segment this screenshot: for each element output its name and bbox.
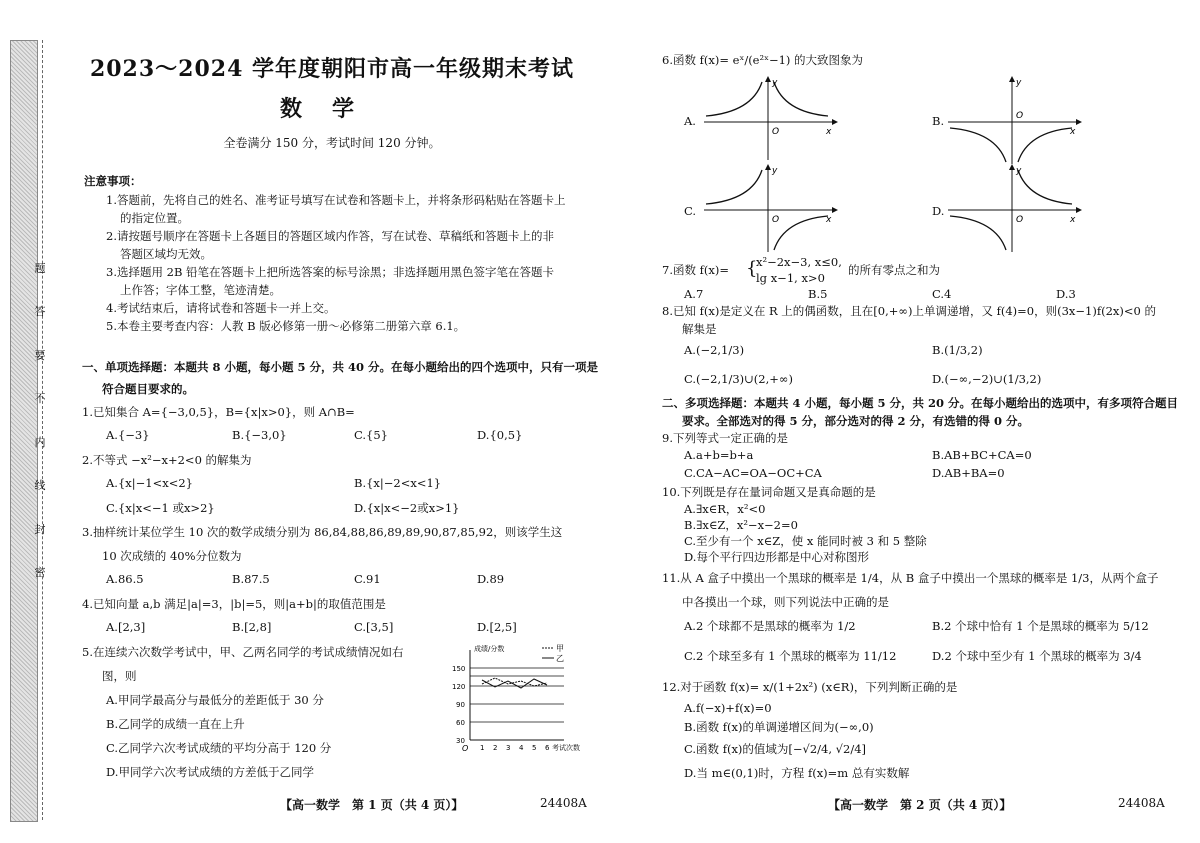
q6-origin: O [772, 127, 780, 137]
note-line: 的指定位置。 [120, 211, 189, 225]
q6-graph-a [702, 76, 842, 162]
binding-char: 封 [34, 522, 46, 536]
series-yi-line [482, 679, 547, 688]
q7-option-c: C.4 [932, 287, 952, 301]
q5-option-d: D.甲同学六次考试成绩的方差低于乙同学 [106, 765, 314, 779]
q10-option-a: A.∃x∈R，x²<0 [684, 502, 766, 516]
page-1 [62, 0, 602, 843]
binding-char: 答 [34, 305, 46, 319]
q4-option-a: A.[2,3] [106, 620, 146, 634]
q10-stem: 10.下列既是存在量词命题又是真命题的是 [662, 485, 876, 499]
q10-option-b: B.∃x∈Z，x²−x−2=0 [684, 518, 798, 532]
q6-stem: 6.函数 f(x)= eˣ/(e²ˣ−1) 的大致图象为 [662, 53, 864, 67]
q7-brace: { [746, 258, 758, 279]
q12-option-b: B.函数 f(x)的单调递增区间为(−∞,0) [684, 720, 874, 734]
q1-option-a: A.{−3} [106, 428, 150, 442]
footer-page-2: 【高一数学 第 2 页（共 4 页）】 [828, 798, 1012, 812]
q1-option-c: C.{5} [354, 428, 388, 442]
q8-option-b: B.(1/3,2) [932, 343, 983, 357]
note-line: 4.考试结束后，请将试卷和答题卡一并上交。 [106, 301, 336, 315]
svg-text:x: x [1070, 127, 1076, 137]
binding-char: 不 [34, 392, 46, 406]
q7-option-d: D.3 [1056, 287, 1076, 301]
footer-page-1: 【高一数学 第 1 页（共 4 页）】 [280, 798, 464, 812]
q1-option-b: B.{−3,0} [232, 428, 287, 442]
q5-stem: 5.在连续六次数学考试中，甲、乙两名同学的考试成绩情况如右 [82, 645, 404, 659]
binding-notice [30, 260, 50, 580]
q2-stem: 2.不等式 −x²−x+2<0 的解集为 [82, 453, 252, 467]
svg-text:x: x [1070, 215, 1076, 225]
q11-stem: 11.从 A 盒子中摸出一个黑球的概率是 1/4，从 B 盒子中摸出一个黑球的概率是 1/3，从两个盒子 [662, 571, 1159, 585]
binding-char: 要 [34, 348, 46, 362]
q5-xtick: 1 [480, 744, 485, 752]
binding-char: 线 [34, 479, 46, 493]
q9-option-a: A.a+b=b+a [684, 448, 754, 462]
q3-option-d: D.89 [477, 572, 505, 586]
q1-option-d: D.{0,5} [477, 428, 523, 442]
note-line: 5.本卷主要考查内容：人教 B 版必修第一册～必修第二册第六章 6.1。 [106, 319, 466, 333]
q5-ytick: 150 [452, 665, 466, 673]
q8-stem-cont: 解集是 [682, 322, 717, 336]
footer-code-1: 24408A [540, 796, 587, 810]
svg-text:O: O [1016, 111, 1024, 121]
q5-ytick: 90 [456, 701, 465, 709]
q5-ytick: 120 [452, 683, 466, 691]
q3-option-a: A.86.5 [106, 572, 144, 586]
q12-option-d: D.当 m∈(0,1)时，方程 f(x)=m 总有实数解 [684, 766, 910, 780]
q1-stem: 1.已知集合 A={−3,0,5}，B={x|x>0}，则 A∩B= [82, 405, 355, 419]
q7-option-b: B.5 [808, 287, 828, 301]
score-info: 全卷满分 150 分，考试时间 120 分钟。 [223, 136, 441, 150]
q12-option-a: A.f(−x)+f(x)=0 [684, 701, 772, 715]
q3-stem-cont: 10 次成绩的 40%分位数为 [102, 549, 242, 563]
q2-option-a: A.{x|−1<x<2} [106, 476, 193, 490]
section2-heading: 二、多项选择题：本题共 4 小题，每小题 5 分，共 20 分。在每小题给出的选项中，有多项符合题目 [662, 396, 1179, 410]
q5-chart-xlabel: 考试次数 [552, 744, 580, 752]
q8-option-d: D.(−∞,−2)∪(1/3,2) [932, 372, 1042, 386]
q7-stem-cont: 的所有零点之和为 [848, 263, 940, 277]
q5-option-b: B.乙同学的成绩一直在上升 [106, 717, 245, 731]
q5-score-chart [448, 640, 598, 755]
q3-option-c: C.91 [354, 572, 381, 586]
q6-label-a: A. [684, 114, 696, 128]
binding-char: 题 [34, 262, 46, 275]
q5-chart-ylabel: 成绩/分数 [474, 645, 505, 653]
q7-case-1: x²−2x−3, x≤0, [756, 255, 842, 269]
q5-option-c: C.乙同学六次考试成绩的平均分高于 120 分 [106, 741, 332, 755]
q6-graph-b [946, 76, 1086, 166]
q6-graph-d [946, 164, 1086, 254]
subject-title: 数学 [279, 96, 384, 122]
note-line: 3.选择题用 2B 铅笔在答题卡上把所选答案的标号涂黑；非选择题用黑色签字笔在答题卡 [106, 265, 555, 279]
q7-case-2: lg x−1, x>0 [756, 271, 825, 285]
note-line: 2.请按题号顺序在答题卡上各题目的答题区域内作答，写在试卷、草稿纸和答题卡上的非 [106, 229, 554, 243]
note-line: 1.答题前，先将自己的姓名、准考证号填写在试卷和答题卡上，并将条形码粘贴在答题卡上 [106, 193, 566, 207]
q11-option-c: C.2 个球至多有 1 个黑球的概率为 11/12 [684, 649, 897, 663]
note-line: 答题区域均无效。 [120, 247, 212, 261]
footer-code-2: 24408A [1118, 796, 1165, 810]
q8-stem: 8.已知 f(x)是定义在 R 上的偶函数，且在[0,+∞)上单调递增，又 f(4)=0，则(3x−1)f(2x)<0 的 [662, 304, 1156, 318]
q12-stem: 12.对于函数 f(x)= x/(1+2x²) (x∈R)，下列判断正确的是 [662, 680, 958, 694]
q11-option-d: D.2 个球中至少有 1 个黑球的概率为 3/4 [932, 649, 1142, 663]
q11-option-a: A.2 个球都不是黑球的概率为 1/2 [684, 619, 856, 633]
q9-option-b: B.AB+BC+CA=0 [932, 448, 1032, 462]
q9-option-c: C.CA−AC=OA−OC+CA [684, 466, 822, 480]
q5-origin: O [462, 744, 469, 753]
section1-heading: 一、单项选择题：本题共 8 小题，每小题 5 分，共 40 分。在每小题给出的四个选项中，只有一项是 [82, 360, 599, 374]
q5-ytick: 60 [456, 719, 465, 727]
svg-text:y: y [772, 166, 778, 176]
q5-xtick: 6 [545, 744, 550, 752]
q10-option-c: C.至少有一个 x∈Z，使 x 能同时被 3 和 5 整除 [684, 534, 927, 548]
q4-option-c: C.[3,5] [354, 620, 394, 634]
page-2 [662, 0, 1182, 843]
svg-text:O: O [1016, 215, 1024, 225]
q6-label-d: D. [932, 204, 945, 218]
binding-char: 密 [34, 565, 46, 579]
exam-title: 2023～2024 学年度朝阳市高一年级期末考试 [89, 56, 575, 82]
svg-text:x: x [826, 215, 832, 225]
q7-stem: 7.函数 f(x)= [662, 263, 729, 277]
q6-graph-c [702, 164, 842, 254]
q12-option-c: C.函数 f(x)的值域为[−√2/4, √2/4] [684, 742, 867, 756]
q5-xtick: 4 [519, 744, 524, 752]
q5-option-a: A.甲同学最高分与最低分的差距低于 30 分 [106, 693, 324, 707]
q5-xtick: 2 [493, 744, 498, 752]
legend-yi: 乙 [556, 654, 564, 663]
svg-text:y: y [1016, 166, 1022, 176]
q8-option-a: A.(−2,1/3) [684, 343, 745, 357]
q8-option-c: C.(−2,1/3)∪(2,+∞) [684, 372, 793, 386]
svg-text:O: O [772, 215, 780, 225]
q6-label-c: C. [684, 204, 697, 218]
q4-option-d: D.[2,5] [477, 620, 517, 634]
q5-stem-cont: 图，则 [102, 669, 137, 683]
section2-heading-cont: 要求。全部选对的得 5 分，部分选对的得 2 分，有选错的得 0 分。 [682, 414, 1030, 428]
q9-stem: 9.下列等式一定正确的是 [662, 431, 788, 445]
q5-xtick: 5 [532, 744, 537, 752]
q6-axis-y: y [772, 78, 778, 88]
q5-xtick: 3 [506, 744, 511, 752]
q2-option-d: D.{x|x<−2或x>1} [354, 501, 460, 515]
q9-option-d: D.AB+BA=0 [932, 466, 1005, 480]
q4-option-b: B.[2,8] [232, 620, 272, 634]
svg-text:y: y [1016, 78, 1022, 88]
q10-option-d: D.每个平行四边形都是中心对称图形 [684, 550, 869, 564]
binding-char: 内 [34, 435, 46, 449]
q3-stem: 3.抽样统计某位学生 10 次的数学成绩分别为 86,84,88,86,89,89,90,87,85,92，则该学生这 [82, 525, 563, 539]
q2-option-b: B.{x|−2<x<1} [354, 476, 442, 490]
q6-label-b: B. [932, 114, 945, 128]
section1-heading-cont: 符合题目要求的。 [102, 382, 194, 396]
q7-option-a: A.7 [684, 287, 704, 301]
notes-heading: 注意事项： [84, 174, 142, 188]
q6-axis-x: x [826, 127, 832, 137]
q2-option-c: C.{x|x<−1 或x>2} [106, 501, 215, 515]
q11-stem-cont: 中各摸出一个球，则下列说法中正确的是 [682, 595, 889, 609]
q4-stem: 4.已知向量 a,b 满足|a|=3，|b|=5，则|a+b|的取值范围是 [82, 597, 386, 611]
q3-option-b: B.87.5 [232, 572, 270, 586]
note-line: 上作答；字体工整，笔迹清楚。 [120, 283, 281, 297]
q5-ytick: 30 [456, 737, 465, 745]
legend-jia: 甲 [556, 644, 564, 653]
q11-option-b: B.2 个球中恰有 1 个是黑球的概率为 5/12 [932, 619, 1149, 633]
